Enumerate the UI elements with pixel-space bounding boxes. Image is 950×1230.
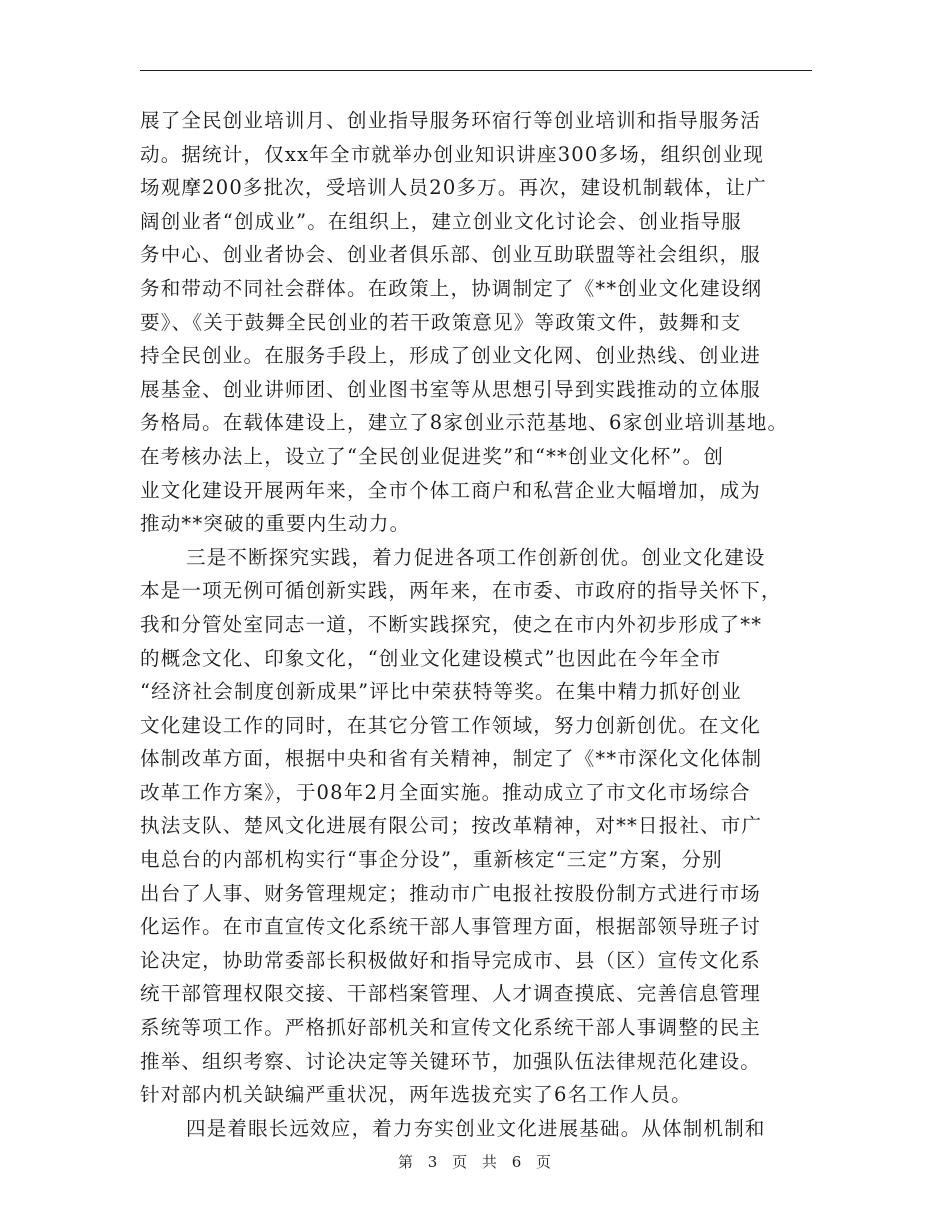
text-line: 执法支队、楚风文化进展有限公司；按改革精神，对**日报社、市广 (140, 814, 763, 838)
header-rule (140, 70, 812, 71)
text-line: 本是一项无例可循创新实践，两年来，在市委、市政府的指导关怀下， (140, 579, 782, 603)
text-line: 展了全民创业培训月、创业指导服务环宿行等创业培训和指导服务活 (140, 109, 762, 132)
total-unit: 页 (536, 1153, 553, 1171)
page-label: 第 (397, 1153, 414, 1171)
text-line: 展基金、创业讲师团、创业图书室等从思想引导到实践推动的立体服 (140, 377, 762, 401)
text-line: 推举、组织考察、讨论决定等关键环节，加强队伍法律规范化建设。 (140, 1049, 762, 1073)
text-line: 场观摩200多批次，受培训人员20多万。再次，建设机制载体，让广 (140, 176, 767, 200)
text-line: 改革工作方案》，于08年2月全面实施。推动成立了市文化市场综合 (140, 780, 751, 804)
document-body (140, 104, 820, 1145)
text-line: 业文化建设开展两年来，全市个体工商户和私营企业大幅增加，成为 (140, 478, 762, 502)
paragraph-start-line: 四是着眼长远效应，着力夯实创业文化进展基础。从体制机制和 (186, 1116, 766, 1140)
text-line: 务格局。在载体建设上，建立了8家创业示范基地、6家创业培训基地。 (140, 411, 789, 435)
text-line: 动。据统计，仅xx年全市就举办创业知识讲座300多场，组织创业现 (140, 142, 765, 166)
text-line: 我和分管处室同志一道，不断实践探究，使之在市内外初步形成了** (140, 612, 763, 636)
text-line: 统干部管理权限交接、干部档案管理、人才调查摸底、完善信息管理 (140, 982, 762, 1006)
text-line: 推动**突破的重要内生动力。 (140, 512, 411, 536)
text-line: 要》、《关于鼓舞全民创业的若干政策意见》等政策文件，鼓舞和支 (140, 310, 742, 334)
text-line: 阔创业者“创成业”。在组织上，建立创业文化讨论会、创业指导服 (140, 209, 742, 233)
text-line: 论决定，协助常委部长积极做好和指导完成市、县（区）宣传文化系 (140, 948, 762, 972)
text-line: 电总台的内部机构实行“事企分设”，重新核定“三定”方案，分别 (140, 848, 723, 872)
text-line: 务中心、创业者协会、创业者俱乐部、创业互助联盟等社会组织，服 (140, 243, 762, 267)
text-line: 的概念文化、印象文化，“创业文化建设模式”也因此在今年全市 (140, 646, 722, 670)
text-line: 体制改革方面，根据中央和省有关精神，制定了《**市深化文化体制 (140, 747, 763, 771)
text-line: 文化建设工作的同时，在其它分管工作领域，努力创新创优。在文化 (140, 713, 762, 737)
text-line: 务和带动不同社会群体。在政策上，协调制定了《**创业文化建设纲 (140, 276, 763, 300)
text-line: 化运作。在市直宣传文化系统干部人事管理方面，根据部领导班子讨 (140, 915, 762, 939)
page-unit: 页 (452, 1153, 469, 1171)
text-line: 针对部内机关缺编严重状况，两年选拔充实了6名工作人员。 (140, 1083, 692, 1107)
text-line: 在考核办法上，设立了“全民创业促进奖”和“**创业文化杯”。创 (140, 444, 725, 468)
page-number-total: 6 (511, 1153, 523, 1171)
text-line: 系统等项工作。严格抓好部机关和宣传文化系统干部人事调整的民主 (140, 1016, 762, 1040)
page-footer (0, 1151, 950, 1172)
text-line: “经济社会制度创新成果”评比中荣获特等奖。在集中精力抓好创业 (140, 680, 742, 704)
paragraph-start-line: 三是不断探究实践，着力促进各项工作创新创优。创业文化建设 (186, 545, 766, 569)
text-line: 出台了人事、财务管理规定；推动市广电报社按股份制方式进行市场 (140, 881, 762, 905)
total-label: 共 (481, 1153, 498, 1171)
page-number-current: 3 (427, 1153, 439, 1171)
text-line: 持全民创业。在服务手段上，形成了创业文化网、创业热线、创业进 (140, 344, 762, 368)
